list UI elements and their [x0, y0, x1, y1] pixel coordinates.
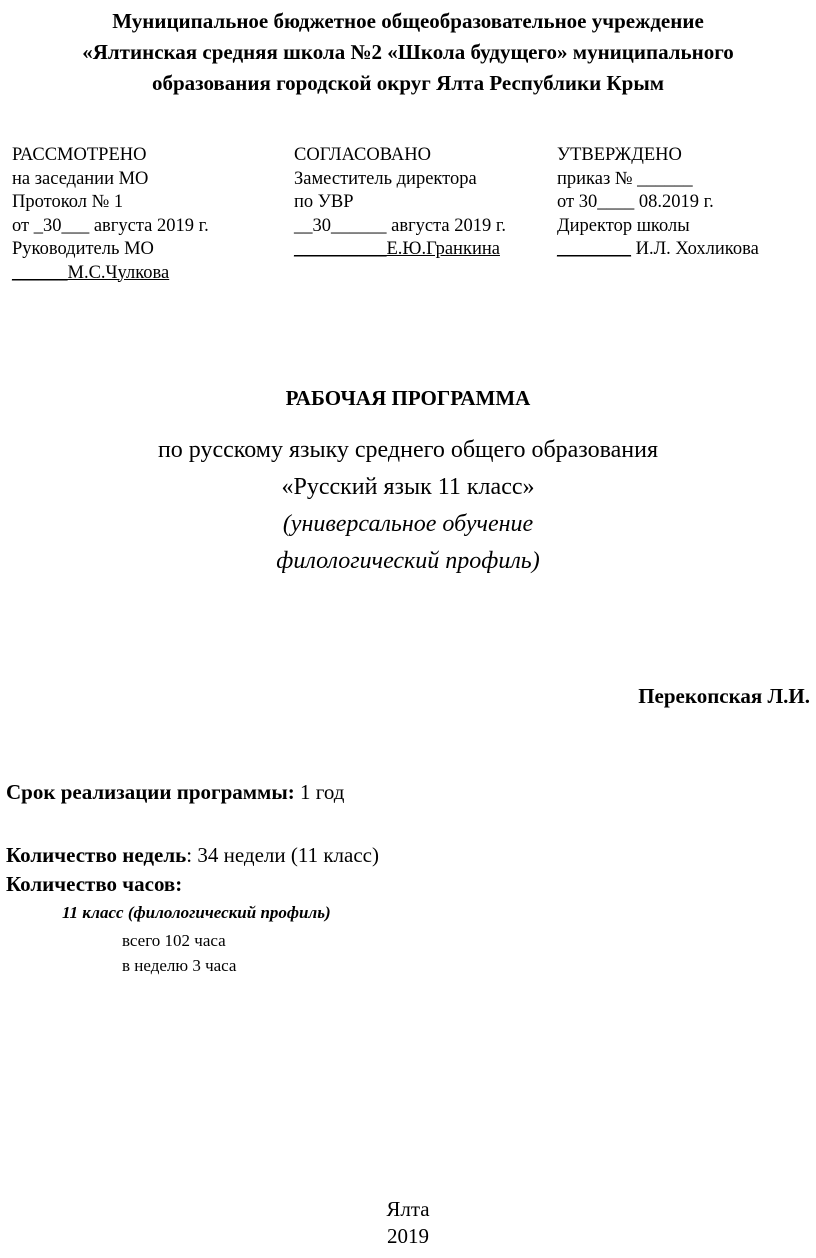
program-subtitle [0, 432, 816, 580]
weeks-row [6, 843, 379, 868]
agreed-line-2: по УВР [294, 192, 354, 212]
approved-line-2: от 30____ 08.2019 г. [557, 192, 714, 212]
weekly-hours: в неделю 3 часа [122, 956, 237, 975]
approved-line-1: приказ № ______ [557, 168, 693, 189]
considered-title: РАССМОТРЕНО [12, 145, 147, 165]
author-name: Перекопская Л.И. [638, 684, 810, 708]
footer [0, 1196, 816, 1250]
approved-signature [557, 238, 759, 262]
agreed-line-3: __30______ августа 2019 г. [294, 215, 507, 236]
program-line-3: (универсальное обучение [282, 511, 534, 537]
class-profile: 11 класс (филологический профиль) [62, 903, 331, 922]
signature-name: И.Л. Хохликова [631, 239, 759, 259]
total-hours: всего 102 часа [122, 931, 226, 950]
footer-city: Ялта [386, 1197, 430, 1221]
approved-line-3: Директор школы [557, 215, 690, 236]
agreed-title: СОГЛАСОВАНО [294, 145, 431, 165]
institution-line-3: образования городской округ Ялта Республики Крым [151, 71, 665, 95]
agreed-signature [294, 238, 506, 262]
institution-line-2: «Ялтинская средняя школа №2 «Школа будущего» муниципального [82, 40, 734, 64]
signature-blank: __________ [294, 239, 387, 259]
agreed-block [294, 144, 506, 262]
considered-line-2: Протокол № 1 [12, 192, 124, 212]
footer-year: 2019 [387, 1224, 429, 1248]
term-label: Срок реализации программы: [6, 780, 295, 804]
signature-blank: ______ [12, 262, 68, 283]
signature-name: Е.Ю.Гранкина [386, 239, 500, 259]
weeks-value: : 34 недели (11 класс) [186, 843, 379, 867]
program-line-2: «Русский язык 11 класс» [281, 474, 535, 500]
signature-name: М.С.Чулкова [67, 262, 170, 283]
approved-block [557, 144, 759, 262]
considered-line-1: на заседании МО [12, 168, 149, 189]
agreed-line-1: Заместитель директора [294, 168, 477, 189]
hours-row [6, 872, 182, 897]
considered-block [12, 144, 209, 285]
program-line-4: филологический профиль) [276, 548, 540, 574]
signature-blank: ________ [557, 239, 631, 259]
institution-line-1: Муниципальное бюджетное общеобразовательное учреждение [112, 9, 704, 33]
approved-title: УТВЕРЖДЕНО [557, 145, 682, 165]
hours-label: Количество часов: [6, 872, 183, 896]
program-title: РАБОЧАЯ ПРОГРАММА [285, 386, 531, 410]
institution-header [0, 6, 816, 99]
considered-line-3: от _30___ августа 2019 г. [12, 215, 209, 236]
weeks-label: Количество недель [6, 843, 187, 867]
considered-line-4: Руководитель МО [12, 239, 154, 259]
term-row [6, 780, 344, 805]
program-line-1: по русскому языку среднего общего образования [157, 437, 659, 463]
considered-signature [12, 262, 209, 286]
term-value: 1 год [294, 780, 345, 804]
